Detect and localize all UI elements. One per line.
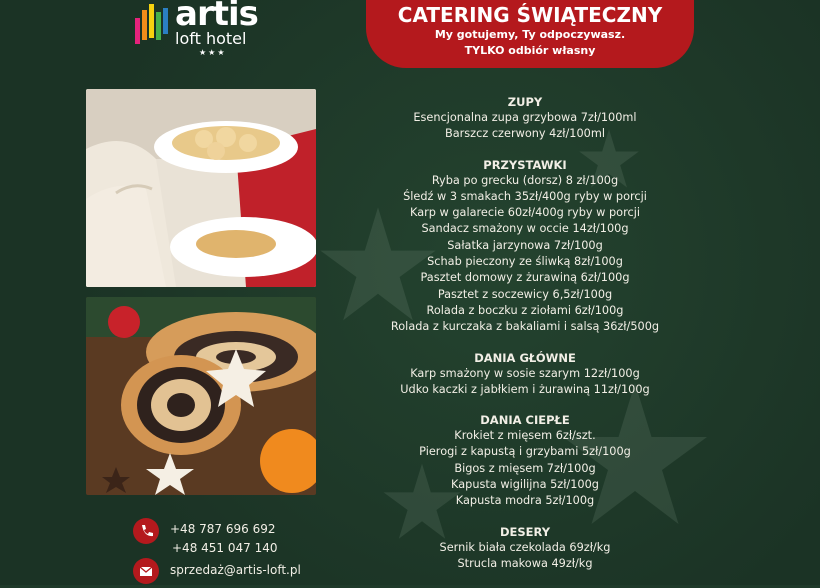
menu-item: Pasztet domowy z żurawiną 6zł/100g: [420, 271, 630, 285]
phone-number-1[interactable]: +48 787 696 692: [170, 522, 276, 536]
logo-bars-icon: [133, 2, 173, 46]
menu-section-desery: [355, 524, 695, 573]
poppy-seed-cake-photo: [86, 297, 316, 495]
pierogi-photo: [86, 89, 316, 287]
menu-item: Sernik biała czekolada 69zł/kg: [439, 540, 611, 554]
menu-item: Barszcz czerwony 4zł/100ml: [444, 127, 606, 141]
menu-item: Pierogi z kapustą i grzybami 5zł/100g: [419, 445, 631, 459]
banner-line-2: TYLKO odbiór własny: [464, 44, 596, 57]
menu-section-dania-cieple: [355, 412, 695, 509]
phone-number-2[interactable]: +48 451 047 140: [172, 541, 278, 555]
section-heading: PRZYSTAWKI: [483, 157, 567, 172]
catering-menu: [355, 94, 695, 586]
page-title: CATERING ŚWIĄTECZNY: [397, 3, 663, 27]
banner-line-1: My gotujemy, Ty odpoczywasz.: [434, 28, 626, 41]
menu-item: Schab pieczony ze śliwką 8zł/100g: [427, 255, 623, 269]
menu-section-przystawki: [355, 157, 695, 336]
menu-item: Bigos z mięsem 7zł/100g: [454, 461, 596, 475]
menu-item: Ryba po grecku (dorsz) 8 zł/100g: [431, 173, 619, 187]
menu-item: Karp w galarecie 60zł/400g ryby w porcji: [410, 206, 640, 220]
phone-icon: [133, 518, 159, 544]
menu-item: Rolada z boczku z ziołami 6zł/100g: [426, 303, 624, 317]
menu-item: Sałatka jarzynowa 7zł/100g: [447, 238, 603, 252]
menu-item: Śledź w 3 smakach 35zł/400g ryby w porcji: [403, 189, 647, 203]
menu-item: Rolada z kurczaka z bakaliami i salsą 36zł/500g: [390, 320, 660, 334]
menu-item: Esencjonalna zupa grzybowa 7zł/100ml: [413, 111, 637, 124]
menu-item: Sandacz smażony w occie 14zł/100g: [421, 222, 629, 236]
section-heading: DESERY: [499, 524, 551, 539]
menu-item: Karp smażony w sosie szarym 12zł/100g: [410, 366, 640, 380]
email-address[interactable]: sprzedaż@artis-loft.pl: [170, 563, 301, 577]
menu-item: Krokiet z mięsem 6zł/szt.: [454, 429, 596, 443]
section-heading: ZUPY: [507, 95, 543, 109]
menu-item: Strucla makowa 49zł/kg: [457, 556, 593, 570]
menu-item: Pasztet z soczewicy 6,5zł/100g: [437, 287, 613, 301]
logo-stars: ★★★: [199, 48, 227, 57]
section-heading: DANIA GŁÓWNE: [474, 350, 576, 365]
menu-item: Udko kaczki z jabłkiem i żurawiną 11zł/100g: [400, 382, 650, 396]
logo-subtitle: loft hotel: [175, 29, 247, 48]
menu-item: Kapusta wigilijna 5zł/100g: [451, 478, 599, 492]
mail-icon: [133, 558, 159, 584]
title-banner: [366, 0, 694, 68]
menu-section-dania-glowne: [355, 350, 695, 399]
logo-brand: artis: [175, 0, 258, 34]
menu-item: Kapusta modra 5zł/100g: [455, 494, 595, 508]
menu-section-zupy: [355, 94, 695, 143]
section-heading: DANIA CIEPŁE: [480, 413, 570, 428]
hotel-logo: [133, 0, 263, 60]
